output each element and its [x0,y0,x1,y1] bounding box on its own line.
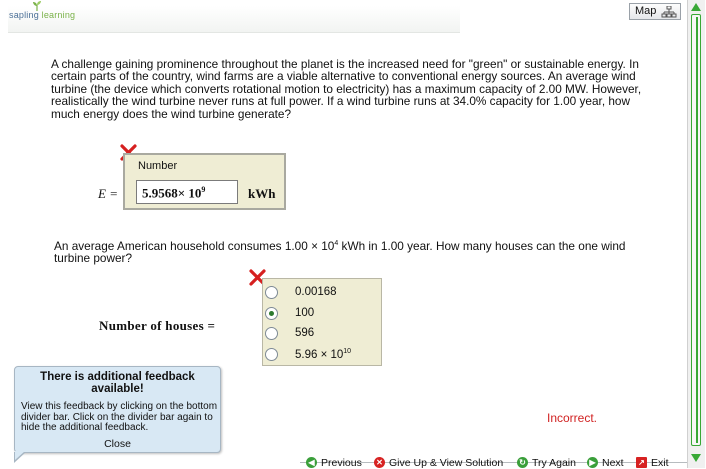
map-button[interactable] [629,3,681,20]
choice-option-1[interactable] [263,286,381,302]
header-band [8,6,460,33]
sapling-learning-logo [9,10,75,20]
sprout-icon [32,1,42,11]
choice-option-2[interactable] [263,307,381,323]
choice-label: $5.96 \times 10^{10}$ [295,348,352,361]
logo-text-learning: learning [41,10,76,20]
choice-label: 100 [295,307,315,319]
tooltip-tail-inner [15,451,25,460]
scroll-down-arrow-icon[interactable] [691,454,701,462]
energy-variable-label: E = [98,186,118,201]
tooltip-body: View this feedback by clicking on the bottom divider bar. Click on the divider bar again to hide the additional feedback. [21,401,218,433]
choice-option-3[interactable] [263,327,381,343]
choice-label: 596 [295,327,315,339]
result-status: Incorrect. [547,411,598,425]
feedback-tooltip [14,366,221,453]
tooltip-title: There is additional feedback available! [40,371,195,395]
answer-exponent: 9 [201,185,206,194]
vertical-scrollbar[interactable] [687,0,705,468]
number-answer-box [123,153,286,210]
scrollbar-thumb[interactable] [691,14,701,446]
energy-unit: kWh [248,186,276,201]
logo-text-sapling: sapling [9,10,39,20]
exit-icon: ↗ [636,457,647,468]
choice-option-4[interactable] [263,348,381,364]
radio-button[interactable] [265,348,278,361]
number-label: Number [138,160,178,172]
answer-mantissa: 5.9568 [142,185,178,201]
houses-choices [262,278,382,366]
tooltip-close-button[interactable]: Close [104,438,131,450]
question-2-text: An average American household consumes $1.00 \times 10^4$ kWh in 1.00 year. How many houses can the one wind turbine power? [54,238,626,266]
sitemap-icon [661,6,677,18]
exit-button[interactable]: ↗ Exit [636,457,669,469]
next-button[interactable]: ▶ Next [587,457,624,469]
houses-label: Number of houses = [99,318,216,333]
next-arrow-icon: ▶ [587,457,598,468]
question-1-text: A challenge gaining prominence throughout the planet is the increased need for "green" or sustainable energy. In certain parts of the country, wind farms are a viable alternative to conventional energy sources. An average wind turbine (the device which converts rotational motion to electricity) has a maximum capacity of 2.00 MW. However, realistically the wind turbine never runs at full power. If a wind turbine runs at 34.0% capacity for 1.00 year, how much energy does the wind turbine generate? [51,57,642,121]
give-up-button[interactable]: ✕ Give Up & View Solution [374,457,503,469]
map-button-label: Map [635,5,657,17]
answer-times: × 10 [177,185,202,201]
previous-arrow-icon: ◀ [306,457,317,468]
try-again-button[interactable]: ↻ Try Again [517,457,576,469]
give-up-x-icon: ✕ [374,457,385,468]
try-again-icon: ↻ [517,457,528,468]
previous-button[interactable]: ◀ Previous [306,457,362,469]
energy-answer-field[interactable] [136,180,238,204]
scroll-up-arrow-icon[interactable] [691,3,701,11]
radio-button[interactable] [265,327,278,340]
radio-button-selected[interactable] [265,307,278,320]
choice-label: 0.00168 [295,286,337,298]
radio-button[interactable] [265,286,278,299]
